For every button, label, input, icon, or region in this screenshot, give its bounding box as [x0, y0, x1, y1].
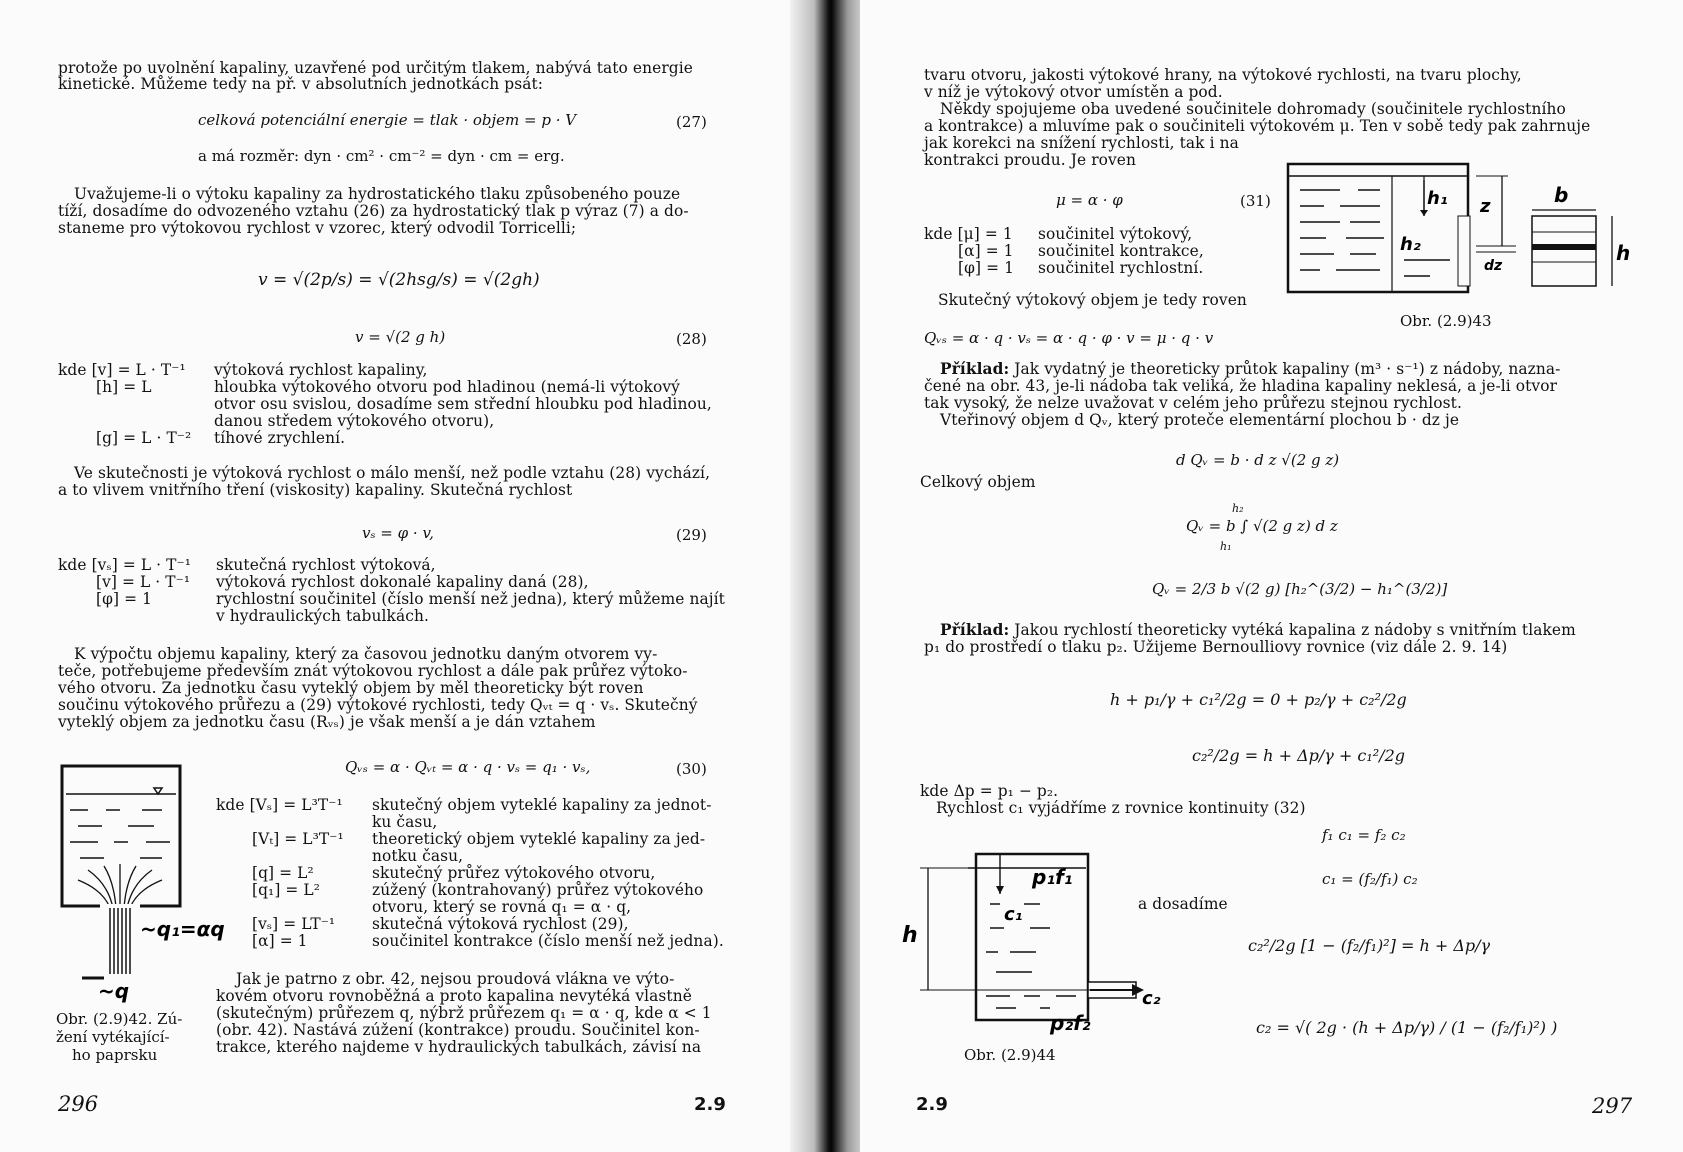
- para5-line-2: kovém otvoru rovnoběžná a proto kapalina nevytéká vlastně: [216, 987, 692, 1005]
- equation-28-number: (28): [676, 330, 707, 348]
- def30-desc-1: skutečný objem vyteklé kapaliny za jednot-: [372, 796, 712, 814]
- example2-line-1: [940, 622, 1576, 639]
- delta-p-line: kde Δp = p₁ − p₂.: [920, 782, 1059, 800]
- example1-line-3: tak vysoký, že nelze uvažovat v celém jeho průřezu stejnou rychlost.: [924, 394, 1462, 412]
- page-number-right: 297: [1592, 1094, 1633, 1118]
- para4-line-4: součinu výtokového průřezu a (29) výtokové rychlosti, tedy Qᵥₜ = q · vₛ. Skutečný: [58, 696, 698, 714]
- equation-continuity-2: c₁ = (f₂/f₁) c₂: [1322, 870, 1418, 888]
- def28-desc-2: hloubka výtokového otvoru pod hladinou (nemá-li výtokový: [214, 378, 680, 396]
- equation-qv-integral: Qᵥ = b ∫ √(2 g z) d z: [1186, 517, 1338, 535]
- integral-lower-limit: h₁: [1220, 540, 1232, 553]
- def29-sym-3: [φ] = 1: [96, 590, 152, 608]
- def30-desc-7: otvoru, který se rovná q₁ = α · q,: [372, 898, 632, 916]
- para4-line-1: K výpočtu objemu kapaliny, který za časovou jednotku daným otvorem vy-: [74, 645, 658, 663]
- para4-line-3: vého otvoru. Za jednotku času vyteklý objem by měl theoreticky být roven: [58, 679, 644, 697]
- equation-dqv: d Qᵥ = b · d z √(2 g z): [1176, 451, 1340, 469]
- equation-bernoulli-1: h + p₁/γ + c₁²/2g = 0 + p₂/γ + c₂²/2g: [1110, 690, 1407, 709]
- def29-sym-2: [v] = L · T⁻¹: [96, 573, 191, 591]
- def29-desc-2: výtoková rychlost dokonalé kapaliny daná (28),: [216, 573, 589, 591]
- figure-44-caption: Obr. (2.9)44: [964, 1046, 1056, 1064]
- def30-desc-4: notku času,: [372, 847, 464, 865]
- def30-sym-1: kde [Vₛ] = L³T⁻¹: [216, 796, 343, 814]
- para5-line-4: (obr. 42). Nastává zúžení (kontrakce) proudu. Součinitel kon-: [216, 1021, 700, 1039]
- substitute-label: a dosadíme: [1138, 895, 1228, 913]
- figure-44-label-p1f1: p₁f₁: [1032, 865, 1073, 889]
- equation-continuity-1: f₁ c₁ = f₂ c₂: [1322, 826, 1406, 844]
- units-line: a má rozměr: dyn · cm² · cm⁻² = dyn · cm = erg.: [198, 147, 565, 165]
- def30-desc-6: zúžený (kontrahovaný) průřez výtokového: [372, 881, 704, 899]
- total-volume-label: Celkový objem: [920, 473, 1036, 491]
- def31-sym-2: [α] = 1: [958, 242, 1014, 260]
- figure-42-caption-3: ho paprsku: [72, 1046, 158, 1064]
- equation-27: celková potenciální energie = tlak · objem = p · V: [198, 111, 577, 129]
- para2-line-1: Uvažujeme-li o výtoku kapaliny za hydrostatického tlaku způsobeného pouze: [74, 185, 681, 203]
- equation-31: μ = α · φ: [1056, 191, 1123, 209]
- figure-42-jet-contraction: [58, 762, 225, 1003]
- equation-qv-final: Qᵥ = 2/3 b √(2 g) [h₂^(3/2) − h₁^(3/2)]: [1152, 580, 1448, 598]
- def30-desc-2: ku času,: [372, 813, 438, 831]
- def30-desc-9: součinitel kontrakce (číslo menší než jedna).: [372, 932, 724, 950]
- r-intro-line-4: a kontrakce) a mluvíme pak o součiniteli výtokovém μ. Ten v sobě tedy pak zahrnuje: [924, 117, 1591, 135]
- def28-sym-2: [h] = L: [96, 378, 152, 396]
- continuity-line: Rychlost c₁ vyjádříme z rovnice kontinuity (32): [936, 799, 1306, 817]
- integral-upper-limit: h₂: [1232, 502, 1244, 515]
- example1-line-1: [940, 361, 1560, 378]
- r-intro-line-2: v níž je výtokový otvor umístěn a pod.: [924, 83, 1223, 101]
- example1-text-1: Jak vydatný je theoreticky průtok kapaliny (m³ · s⁻¹) z nádoby, nazna-: [1009, 360, 1561, 378]
- figure-43-caption: Obr. (2.9)43: [1400, 312, 1492, 330]
- real-volume-line: Skutečný výtokový objem je tedy roven: [938, 291, 1247, 309]
- intro-line-1: protože po uvolnění kapaliny, uzavřené pod určitým tlakem, nabývá tato energie: [58, 59, 693, 77]
- def31-sym-3: [φ] = 1: [958, 259, 1014, 277]
- def28-sym-5: [g] = L · T⁻²: [96, 429, 192, 447]
- figure-42-caption-2: žení vytékající-: [56, 1028, 170, 1046]
- right-page: [860, 0, 1683, 1152]
- r-intro-line-5: jak korekci na snížení rychlosti, tak i na: [924, 134, 1239, 152]
- para4-line-5: vyteklý objem za jednotku času (Rᵥₛ) je však menší a je dán vztahem: [58, 713, 596, 731]
- r-intro-line-1: tvaru otvoru, jakosti výtokové hrany, na výtokové rychlosti, na tvaru plochy,: [924, 66, 1522, 84]
- equation-30: Qᵥₛ = α · Qᵥₜ = α · q · vₛ = q₁ · vₛ,: [345, 758, 591, 776]
- example2-text-1: Jakou rychlostí theoreticky vytéká kapalina z nádoby s vnitřním tlakem: [1009, 621, 1576, 639]
- equation-substituted: c₂²/2g [1 − (f₂/f₁)²] = h + Δp/γ: [1248, 936, 1491, 955]
- left-page: [0, 0, 800, 1152]
- para3-line-1: Ve skutečnosti je výtoková rychlost o málo menší, než podle vztahu (28) vychází,: [74, 464, 711, 482]
- def30-sym-3: [Vₜ] = L³T⁻¹: [252, 830, 344, 848]
- r-intro-line-6: kontrakci proudu. Je roven: [924, 151, 1137, 169]
- def29-desc-3: rychlostní součinitel (číslo menší než jedna), který můžeme najít: [216, 590, 725, 608]
- def29-desc-1: skutečná rychlost výtoková,: [216, 556, 436, 574]
- r-intro-line-3: Někdy spojujeme oba uvedené součinitele dohromady (součinitele rychlostního: [940, 100, 1566, 118]
- figure-44-label-c2: c₂: [1142, 988, 1161, 1009]
- para5-line-3: (skutečným) průřezem q, nýbrž průřezem q₁ = α · q, kde α < 1: [216, 1004, 712, 1022]
- para5-line-1: Jak je patrno z obr. 42, nejsou proudová vlákna ve výto-: [236, 970, 675, 988]
- example1-label: Příklad:: [940, 360, 1010, 378]
- para2-line-2: tíží, dosadíme do odvozeného vztahu (26) za hydrostatický tlak p výraz (7) a do-: [58, 202, 689, 220]
- def30-sym-5: [q] = L²: [252, 864, 314, 882]
- equation-30-number: (30): [676, 760, 707, 778]
- def30-sym-6: [q₁] = L²: [252, 881, 321, 899]
- def31-sym-1: kde [μ] = 1: [924, 225, 1013, 243]
- def28-desc-5: tíhové zrychlení.: [214, 429, 346, 447]
- section-number-right: 2.9: [916, 1094, 948, 1115]
- def28-sym-1: kde [v] = L · T⁻¹: [58, 361, 186, 379]
- def28-desc-3: otvor osu svislou, dosadíme sem střední hloubku pod hladinou,: [214, 395, 712, 413]
- figure-43-label-b: b: [1554, 183, 1569, 207]
- figure-44-label-c1: c₁: [1004, 904, 1023, 925]
- figure-42-caption-1: Obr. (2.9)42. Zú-: [56, 1010, 183, 1028]
- def30-desc-5: skutečný průřez výtokového otvoru,: [372, 864, 656, 882]
- figure-43-label-h1: h₁: [1427, 188, 1448, 209]
- figure-42-label-q: ~q: [98, 979, 130, 1003]
- equation-28: v = √(2 g h): [355, 328, 446, 346]
- example1-line-4: Vteřinový objem d Qᵥ, který proteče elementární plochou b · dz je: [940, 411, 1460, 429]
- para4-line-2: teče, potřebujeme především znát výtokovou rychlost a dále pak průřez výtoko-: [58, 662, 688, 680]
- def31-desc-2: součinitel kontrakce,: [1038, 242, 1204, 260]
- example1-line-2: čené na obr. 43, je-li nádoba tak veliká, že hladina kapaliny neklesá, a je-li otvor: [924, 377, 1558, 395]
- equation-29-number: (29): [676, 526, 707, 544]
- equation-qvs: Qᵥₛ = α · q · vₛ = α · q · φ · v = μ · q · v: [924, 329, 1214, 347]
- page-number-left: 296: [58, 1092, 99, 1116]
- intro-line-2: kinetické. Můžeme tedy na př. v absolutních jednotkách psát:: [58, 75, 544, 93]
- equation-27-number: (27): [676, 113, 707, 131]
- def29-desc-4: v hydraulických tabulkách.: [216, 607, 429, 625]
- para2-line-3: staneme pro výtokovou rychlost v vzorec, který odvodil Torricelli;: [58, 219, 577, 237]
- def30-sym-9: [α] = 1: [252, 932, 308, 950]
- book-gutter: [790, 0, 870, 1152]
- def28-desc-1: výtoková rychlost kapaliny,: [214, 361, 428, 379]
- def31-desc-3: součinitel rychlostní.: [1038, 259, 1204, 277]
- figure-43-label-h2: h₂: [1400, 234, 1421, 255]
- example2-line-2: p₁ do prostředí o tlaku p₂. Užijeme Bernoulliovy rovnice (viz dále 2. 9. 14): [924, 638, 1508, 656]
- figure-43-label-z: z: [1480, 196, 1491, 217]
- def30-desc-8: skutečná výtoková rychlost (29),: [372, 915, 629, 933]
- figure-43-tank-orifice: [1280, 160, 1640, 308]
- def30-desc-3: theoretický objem vyteklé kapaliny za jed-: [372, 830, 706, 848]
- def31-desc-1: součinitel výtokový,: [1038, 225, 1193, 243]
- equation-29: vₛ = φ · v,: [362, 524, 434, 542]
- figure-44-label-p2f2: p₂f₂: [1050, 1011, 1091, 1035]
- figure-43-label-dz: dz: [1484, 258, 1503, 274]
- def30-sym-8: [vₛ] = LT⁻¹: [252, 915, 336, 933]
- section-number-left: 2.9: [694, 1094, 726, 1115]
- equation-bernoulli-2: c₂²/2g = h + Δp/γ + c₁²/2g: [1192, 746, 1405, 765]
- figure-42-label-q1: ~q₁=αq: [140, 917, 225, 941]
- def29-sym-1: kde [vₛ] = L · T⁻¹: [58, 556, 192, 574]
- figure-44-label-h: h: [902, 923, 918, 948]
- equation-31-number: (31): [1240, 192, 1271, 210]
- equation-c2: c₂ = √( 2g · (h + Δp/γ) / (1 − (f₂/f₁)²) ): [1256, 1018, 1558, 1037]
- para3-line-2: a to vlivem vnitřního tření (viskosity) kapaliny. Skutečná rychlost: [58, 481, 573, 499]
- equation-torricelli: v = √(2p/s) = √(2hsg/s) = √(2gh): [258, 270, 540, 290]
- figure-43-label-h: h: [1616, 241, 1631, 265]
- figure-44-pressure-tank: [900, 846, 1161, 1035]
- def28-desc-4: danou středem výtokového otvoru),: [214, 412, 495, 430]
- example2-label: Příklad:: [940, 621, 1010, 639]
- para5-line-5: trakce, kterého najdeme v hydraulických tabulkách, závisí na: [216, 1038, 702, 1056]
